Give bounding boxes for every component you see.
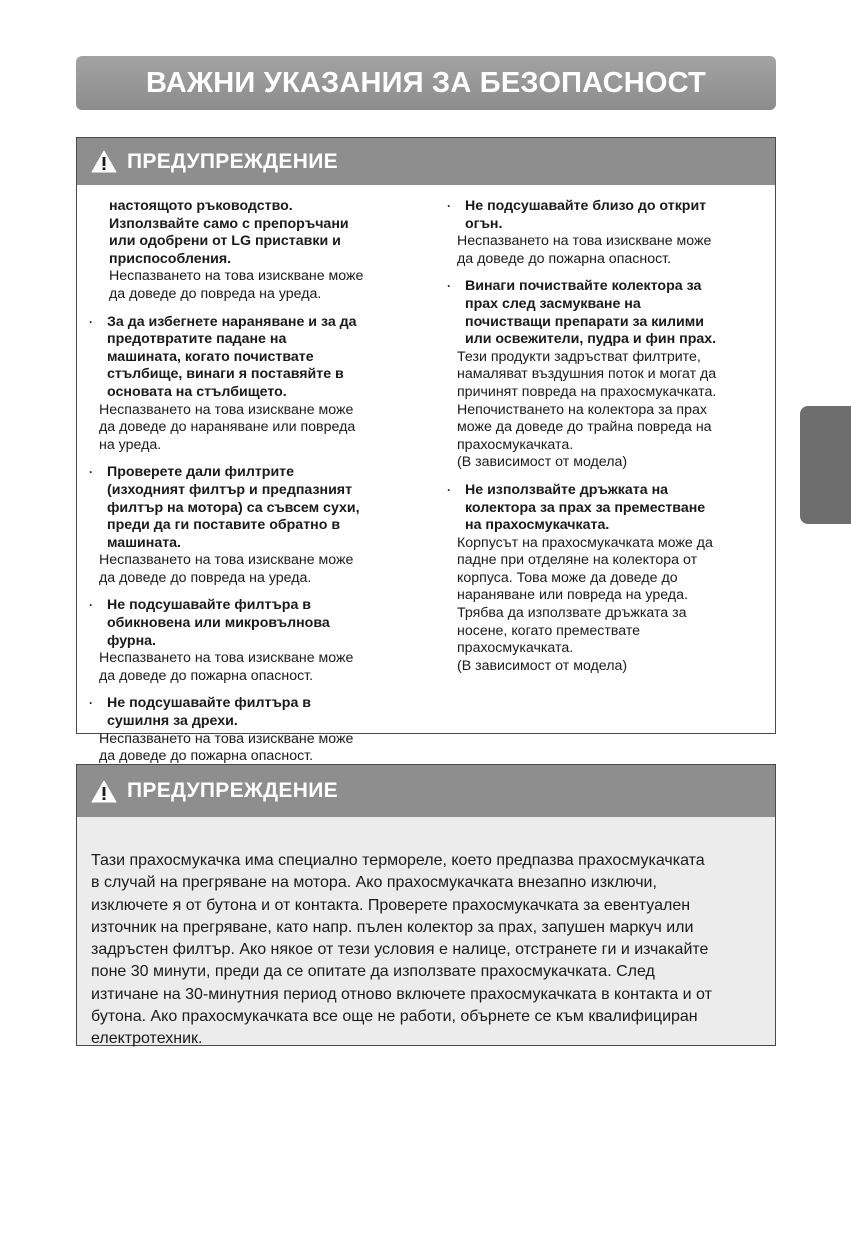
warning-instruction: Не подсушавайте близо до открит огън.: [465, 198, 707, 232]
bullet-point: ·: [89, 598, 93, 613]
warning-right-column: [445, 198, 765, 685]
bullet-point: ·: [447, 199, 451, 213]
warning-triangle-icon: [91, 150, 117, 173]
thermal-protection-text: Тази прахосмукачка има специално термореле, което предпазва прахосмукачката в случай на прегряване на мотора. Ако прахосмукачката внезапно изключи, изключете я от бутона и от контакта. Проверете прахосмукачката за евентуален източник на прегряване, като напр. пълен колектор за прах, запушен маркуч или задръстен филтър. Ако някое от тези условия е налице, отстранете ги и изчакайте поне 30 минути, преди да се опитате да използвате прахосмукачката. След изтичане на 30-минутния период отново включете прахосмукачката в контакта и от бутона. Ако прахосмукачката все още не работи, обърнете се към квалифициран електротехник.: [91, 852, 712, 1048]
warning-consequence: Неспазването на това изискване може да доведе до пожарна опасност.: [457, 233, 712, 267]
warning-heading-2: ПРЕДУПРЕЖДЕНИЕ: [127, 779, 338, 802]
warning-consequence: Неспазването на това изискване може да доведе до пожарна опасност.: [99, 650, 354, 684]
bullet-point: ·: [89, 465, 93, 480]
warning-list-item: [87, 695, 417, 765]
warning-list-item: [445, 198, 765, 268]
warning-instruction: За да избегнете нараняване и за да предотвратите падане на машината, когато почиствате стълбище, винаги я поставяйте в основата на стълбището.: [107, 313, 357, 400]
warning-box-2: [76, 764, 776, 1046]
section-side-tab: [800, 406, 851, 524]
warning-consequence: Неспазването на това изискване може да доведе до пожарна опасност.: [99, 730, 354, 765]
warning-consequence: Неспазването на това изискване може да доведе до нараняване или повреда на уреда.: [99, 401, 356, 453]
bullet-point: ·: [447, 482, 451, 497]
bullet-point: ·: [447, 279, 451, 294]
warning-left-column: [87, 198, 417, 776]
warning-instruction: настоящото ръководство. Използвайте само с препоръчани или одобрени от LG приставки и приспособления.: [109, 198, 349, 267]
warning-triangle-icon: [91, 780, 117, 803]
warning-instruction: Не подсушавайте филтъра в обикновена или микровълнова фурна.: [107, 597, 330, 649]
warning-list-item: [87, 314, 417, 455]
warning-instruction: Проверете дали филтрите (изходният филтър и предпазният филтър на мотора) са съвсем сухи, преди да ги поставите обратно в машината.: [107, 464, 360, 551]
bullet-point: ·: [89, 314, 93, 329]
warning-list-item: [87, 198, 417, 304]
warning-list-item: [87, 464, 417, 587]
warning-list-item: [445, 482, 765, 676]
warning-header-1: [77, 138, 775, 185]
warning-list-item: [87, 597, 417, 685]
bullet-point: ·: [89, 696, 93, 711]
warning-header-2: [77, 765, 775, 817]
warning-consequence: Неспазването на това изискване може да доведе до повреда на уреда.: [109, 268, 364, 302]
warning-consequence: Неспазването на това изискване може да доведе до повреда на уреда.: [99, 552, 354, 586]
warning-box-1: [76, 137, 776, 765]
warning-instruction: Не използвайте дръжката на колектора за прах за преместване на прахосмукачката.: [465, 481, 706, 534]
warning-instruction: Винаги почиствайте колектора за прах след засмукване на почистващи препарати за килими или освежители, пудра и фин прах.: [465, 278, 717, 348]
warning-list-item: [445, 278, 765, 472]
warning-instruction: Не подсушавайте филтъра в сушилня за дрехи.: [107, 695, 312, 730]
warning-heading-1: ПРЕДУПРЕЖДЕНИЕ: [127, 149, 338, 173]
warning-consequence: Корпусът на прахосмукачката може да падне при отделяне на колектора от корпуса. Това може да доведе до нараняване или повреда на уреда. Трябва да използвате дръжката за носене, когато премествате прахосмукачката. (В зависимост от модела): [457, 534, 713, 674]
page-title: ВАЖНИ УКАЗАНИЯ ЗА БЕЗОПАСНОСТ: [76, 56, 776, 110]
warning-consequence: Тези продукти задръстват филтрите, намаляват въздушния поток и могат да причинят повреда на прахосмукачката. Непочистването на колектора за прах може да доведе до трайна повреда на прахосмукачката. (В зависимост от модела): [457, 348, 717, 471]
